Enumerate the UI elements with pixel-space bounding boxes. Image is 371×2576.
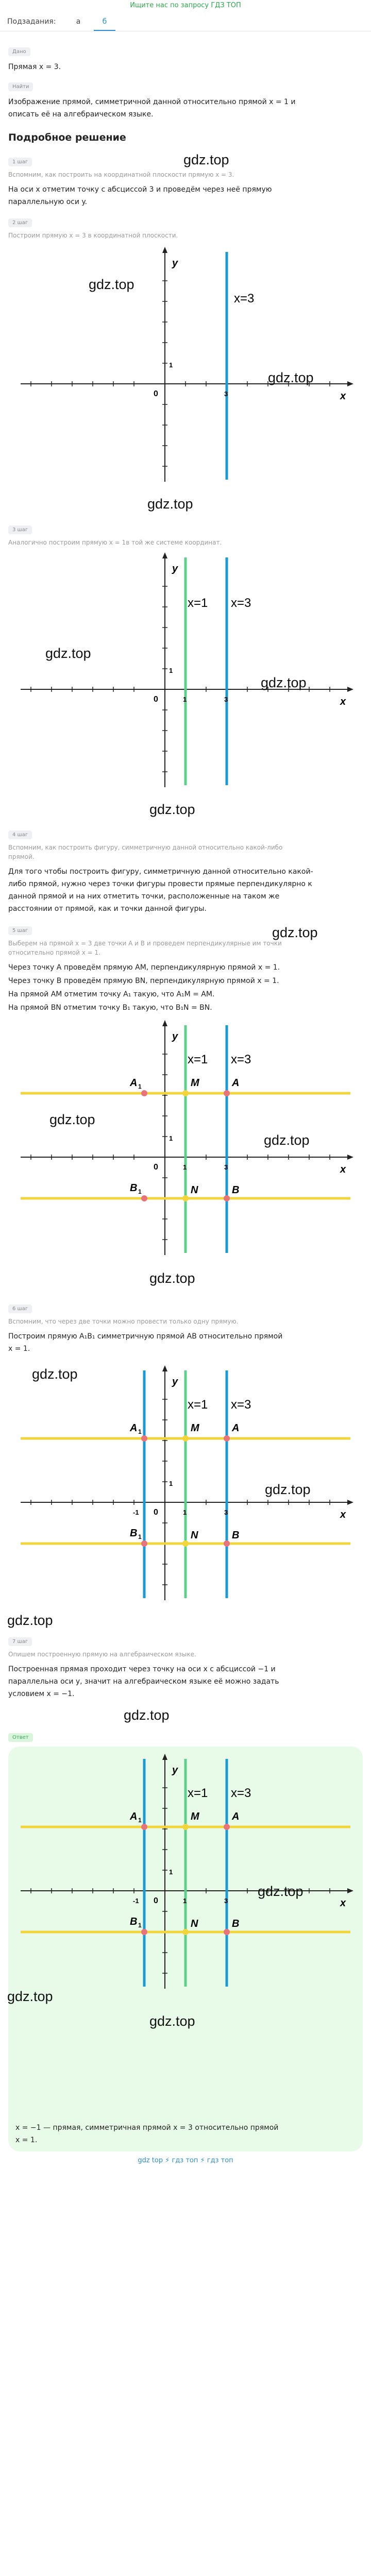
label-b: B: [232, 1184, 240, 1196]
watermark: gdz.top: [89, 277, 134, 292]
label-b1: B: [130, 1528, 138, 1539]
line-x3-label: x=3: [231, 596, 251, 610]
label-n: N: [191, 1918, 198, 1929]
tick-label-1: 1: [183, 1897, 187, 1905]
label-b1-sub: 1: [138, 1922, 142, 1929]
label-m: M: [191, 1077, 199, 1089]
tab-a[interactable]: a: [76, 18, 81, 26]
label-b1: B: [130, 1916, 138, 1927]
step-text: Построим прямую A₁B₁ симметричную прямой AB относительно прямой: [8, 1332, 283, 1341]
label-a1-sub: 1: [138, 1083, 142, 1090]
graph-x1-x3: [15, 550, 356, 792]
step-text: На прямой AM отметим точку A₁ такую, что A₁M = AM.: [8, 990, 215, 998]
watermark: gdz.top: [149, 2013, 195, 2029]
find-text-line2: описать её на алгебраическом языке.: [8, 110, 154, 118]
point-m: [182, 1090, 189, 1096]
y-axis-arrow-icon: [162, 1754, 167, 1760]
x-axis-arrow-icon: [347, 687, 353, 692]
find-pill: Найти: [8, 82, 33, 91]
step-text: Для того чтобы построить фигуру, симметричную данной относительно какой-: [8, 868, 313, 876]
tick-label-1: 1: [169, 1480, 173, 1487]
point-a: [224, 1090, 230, 1096]
step-text: x = 1.: [8, 1345, 30, 1353]
step-hint: Вспомним, как построить фигуру, симметричную данной относительно какой-либо: [8, 844, 283, 851]
tick-label-minus1: -1: [133, 1897, 139, 1905]
point-b1: [141, 1540, 147, 1547]
step-pill: 2 шаг: [8, 218, 32, 227]
label-n: N: [191, 1184, 198, 1196]
y-axis-arrow-icon: [162, 1020, 167, 1026]
watermark: gdz.top: [261, 675, 307, 690]
watermark: gdz.top: [49, 1112, 95, 1127]
step-pill: 7 шаг: [8, 1637, 32, 1646]
step-hint: Вспомним, что через две точки можно провести только одну прямую.: [8, 1318, 239, 1325]
step-hint: Опишем построенную прямую на алгебраическом языке.: [8, 1651, 196, 1658]
step-hint: Вспомним, как построить на координатной плоскости прямую x = 3.: [8, 171, 234, 178]
step-pill: 5 шаг: [8, 926, 32, 935]
label-b1-sub: 1: [138, 1188, 142, 1195]
tick-label-3: 3: [224, 1897, 228, 1905]
y-axis-arrow-icon: [162, 552, 167, 558]
x-axis-label: x: [340, 391, 346, 402]
y-axis-arrow-icon: [162, 247, 167, 253]
answer-text: x = 1.: [15, 2136, 38, 2144]
ticks: [31, 1788, 330, 1973]
solution-heading: Подробное решение: [8, 132, 126, 143]
x-axis-arrow-icon: [347, 1888, 353, 1893]
step-text: расстоянии от прямой, как и точки данной фигуры.: [8, 905, 207, 913]
line-x3-label: x=3: [231, 1786, 251, 1800]
tick-label-1: 1: [183, 1509, 187, 1516]
tick-label-1: 1: [169, 1868, 173, 1876]
watermark: gdz.top: [7, 1989, 53, 2004]
step-hint: Выберем на прямой x = 3 две точки A и B и проведем перпендикулярные им точки: [8, 940, 282, 947]
step-text: Через точку B проведём прямую BN, перпендикулярную прямой x = 1.: [8, 977, 279, 985]
line-x1-label: x=1: [188, 1053, 208, 1066]
tick-label-3: 3: [224, 696, 228, 703]
watermark: gdz.top: [265, 1482, 311, 1497]
find-text-line1: Изображение прямой, симметричной данной относительно прямой x = 1 и: [8, 98, 296, 106]
step-pill: 3 шаг: [8, 526, 32, 534]
origin-label: 0: [154, 1163, 158, 1172]
tick-label-1: 1: [183, 696, 187, 703]
point-a1: [141, 1435, 147, 1442]
origin-label: 0: [154, 1896, 158, 1905]
step-hint: прямой.: [8, 853, 35, 860]
point-b1: [141, 1929, 147, 1935]
point-a1: [141, 1824, 147, 1830]
step-hint: Аналогично построим прямую x = 1в той же системе координат.: [8, 539, 222, 546]
label-n: N: [191, 1530, 198, 1541]
step-text: Через точку A проведём прямую AM, перпендикулярную прямой x = 1.: [8, 963, 280, 972]
footer-links[interactable]: gdz top ⚡ гдз топ ⚡ гдз топ: [138, 2157, 233, 2164]
watermark: gdz.top: [7, 1613, 53, 1628]
answer-pill: Ответ: [8, 1733, 33, 1742]
point-a: [224, 1435, 230, 1442]
point-n: [182, 1929, 189, 1935]
origin-label: 0: [154, 1508, 158, 1517]
graph-x3: [15, 245, 356, 487]
answer-text: x = −1 — прямая, симметричная прямой x = 3 относительно прямой: [15, 2124, 279, 2132]
watermark: gdz.top: [45, 646, 91, 661]
label-a: A: [232, 1077, 240, 1089]
tick-label-minus1: -1: [133, 1509, 139, 1516]
tick-label-1: 1: [169, 667, 173, 674]
y-axis-arrow-icon: [162, 1365, 167, 1371]
x-axis-arrow-icon: [347, 1155, 353, 1160]
y-axis-label: y: [172, 1376, 178, 1387]
point-m: [182, 1824, 189, 1830]
line-x3-label: x=3: [231, 1053, 251, 1066]
point-n: [182, 1195, 189, 1201]
x-axis-label: x: [340, 696, 346, 707]
label-a1: A: [130, 1077, 138, 1089]
subtask-tabs: [0, 12, 371, 31]
point-a: [224, 1824, 230, 1830]
x-axis-label: x: [340, 1164, 346, 1175]
x-axis-label: x: [340, 1509, 346, 1520]
watermark: gdz.top: [258, 1884, 303, 1899]
step-pill: 4 шаг: [8, 831, 32, 839]
point-b: [224, 1929, 230, 1935]
step-text: Построенная прямая проходит через точку на оси x с абсциссой −1 и: [8, 1665, 276, 1673]
y-axis-label: y: [172, 563, 178, 574]
x-axis-arrow-icon: [347, 1500, 353, 1505]
watermark: gdz.top: [147, 496, 193, 512]
watermark: gdz.top: [124, 1707, 170, 1723]
label-b: B: [232, 1918, 240, 1929]
tick-label-1: 1: [183, 1163, 187, 1171]
step-text: условием x = −1.: [8, 1690, 75, 1698]
step-pill: 6 шаг: [8, 1304, 32, 1313]
watermark: gdz.top: [264, 1132, 310, 1148]
watermark: gdz.top: [272, 925, 318, 940]
y-axis-label: y: [172, 1031, 178, 1042]
tick-label-1: 1: [169, 1134, 173, 1142]
label-a: A: [232, 1422, 240, 1434]
y-axis-label: y: [172, 1765, 178, 1776]
line-x1-label: x=1: [188, 1398, 208, 1412]
label-a1: A: [130, 1811, 138, 1822]
watermark: gdz.top: [183, 152, 229, 167]
watermark: gdz.top: [32, 1366, 78, 1382]
subtask-label: Подзадания:: [7, 18, 56, 26]
point-a1: [141, 1090, 147, 1096]
point-b1: [141, 1195, 147, 1201]
tick-label-3: 3: [224, 390, 228, 398]
step-text: либо прямой, нужно через точки фигуры провести прямые перпендикулярно к: [8, 880, 312, 888]
label-b1-sub: 1: [138, 1533, 142, 1540]
tab-b[interactable]: б: [102, 18, 107, 26]
tick-label-3: 3: [224, 1509, 228, 1516]
step-text: данной прямой и на них отметить точки, расположенные на таком же: [8, 892, 280, 901]
label-m: M: [191, 1811, 199, 1822]
step-pill: 1 шаг: [8, 158, 32, 166]
step-text: На оси x отметим точку с абсциссой 3 и проведём через неё прямую: [8, 185, 272, 194]
step-text: На прямой BN отметим точку B₁ такую, что B₁N = BN.: [8, 1004, 212, 1012]
watermark: gdz.top: [149, 1270, 195, 1286]
step-hint: относительно прямой x = 1.: [8, 949, 100, 956]
step-hint: Построим прямую x = 3 в координатной плоскости.: [8, 232, 178, 239]
line-x3-label: x=3: [234, 292, 255, 306]
step-text: параллельна оси y, значит на алгебраическом языке её можно задать: [8, 1677, 279, 1686]
point-b: [224, 1540, 230, 1547]
watermark: gdz.top: [149, 802, 195, 817]
step-text: параллельную оси y.: [8, 198, 88, 206]
label-a: A: [232, 1811, 240, 1822]
y-axis-label: y: [172, 258, 178, 269]
watermark: gdz.top: [268, 370, 314, 385]
given-pill: Дано: [8, 47, 30, 56]
tick-label-3: 3: [224, 1163, 228, 1171]
point-b: [224, 1195, 230, 1201]
x-axis-label: x: [340, 1897, 346, 1909]
search-banner[interactable]: Ищите нас по запросу ГДЗ ТОП: [130, 2, 241, 9]
tick-label-1: 1: [169, 361, 173, 369]
label-a1-sub: 1: [138, 1428, 142, 1435]
label-m: M: [191, 1422, 199, 1434]
graph-answer: [15, 1752, 356, 1994]
label-a1-sub: 1: [138, 1817, 142, 1824]
line-x1-label: x=1: [188, 1786, 208, 1800]
label-b1: B: [130, 1182, 138, 1194]
origin-label: 0: [154, 389, 158, 398]
line-x3-label: x=3: [231, 1398, 251, 1412]
point-m: [182, 1435, 189, 1442]
x-axis-arrow-icon: [347, 381, 353, 386]
label-a1: A: [130, 1422, 138, 1434]
point-n: [182, 1540, 189, 1547]
origin-label: 0: [154, 695, 158, 704]
given-text: Прямая x = 3.: [8, 63, 61, 71]
line-x1-label: x=1: [188, 596, 208, 610]
label-b: B: [232, 1530, 240, 1541]
